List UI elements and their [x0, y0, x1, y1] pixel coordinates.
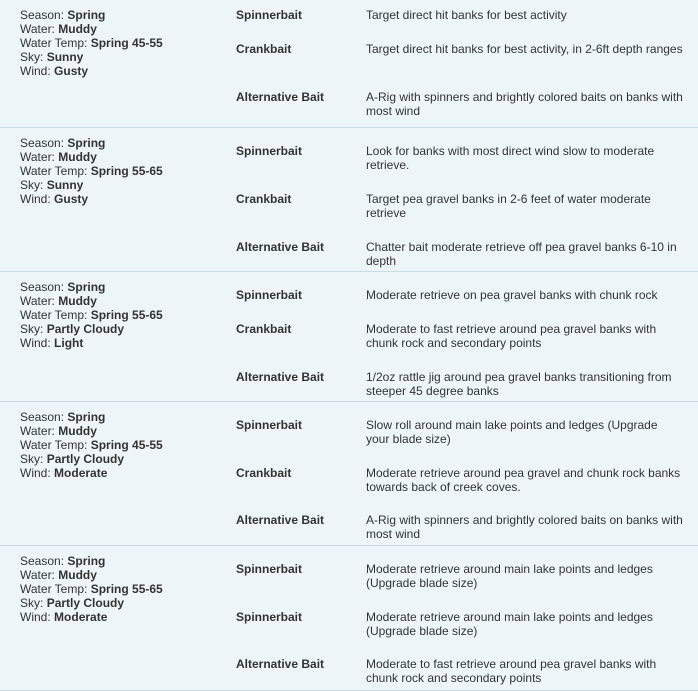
conditions-list: [20, 280, 163, 350]
condition-line: [20, 64, 163, 78]
condition-label: Wind:: [20, 192, 51, 206]
condition-line: [20, 438, 163, 452]
condition-value: Spring: [67, 8, 106, 22]
bait-description: 1/2oz rattle jig around pea gravel banks transitioning from steeper 45 degree banks: [366, 370, 672, 398]
condition-line: [20, 610, 163, 624]
condition-label: Water:: [20, 568, 55, 582]
condition-line: [20, 294, 163, 308]
condition-line: [20, 466, 163, 480]
condition-label: Wind:: [20, 64, 51, 78]
condition-line: [20, 36, 163, 50]
condition-value: Spring: [67, 280, 106, 294]
conditions-list: [20, 136, 163, 206]
bait-description: Moderate retrieve on pea gravel banks with chunk rock: [366, 288, 658, 302]
condition-label: Water:: [20, 150, 55, 164]
condition-value: Muddy: [58, 150, 97, 164]
condition-value: Muddy: [58, 568, 97, 582]
bait-description: Moderate to fast retrieve around pea gravel banks with chunk rock and secondary points: [366, 322, 657, 350]
condition-value: Spring 45-55: [90, 438, 163, 452]
condition-value: Spring: [67, 554, 106, 568]
conditions-list: [20, 554, 163, 624]
condition-value: Partly Cloudy: [46, 322, 125, 336]
condition-value: Spring: [67, 136, 106, 150]
bait-description: Look for banks with most direct wind slow to moderate retrieve.: [366, 144, 655, 172]
condition-line: [20, 322, 163, 336]
bait-name: Crankbait: [236, 42, 292, 56]
condition-value: Light: [54, 336, 84, 350]
bait-name: Spinnerbait: [236, 8, 303, 22]
conditions-list: [20, 410, 163, 480]
condition-value: Spring: [67, 410, 106, 424]
condition-label: Season:: [20, 554, 65, 568]
condition-label: Water Temp:: [20, 164, 88, 178]
condition-value: Moderate: [54, 610, 108, 624]
condition-value: Sunny: [46, 178, 84, 192]
bait-name: Spinnerbait: [236, 610, 303, 624]
bait-description: Slow roll around main lake points and ledges (Upgrade your blade size): [366, 418, 658, 446]
condition-line: [20, 308, 163, 322]
condition-line: [20, 336, 163, 350]
condition-label: Water Temp:: [20, 582, 88, 596]
conditions-list: [20, 8, 163, 78]
condition-group: [0, 128, 698, 272]
bait-description: A-Rig with spinners and brightly colored baits on banks with most wind: [366, 513, 683, 541]
condition-label: Season:: [20, 280, 65, 294]
condition-line: [20, 568, 163, 582]
condition-label: Water:: [20, 294, 55, 308]
bait-name: Alternative Bait: [236, 370, 325, 384]
condition-line: [20, 178, 163, 192]
condition-label: Wind:: [20, 466, 51, 480]
bait-description: Target direct hit banks for best activity, in 2-6ft depth ranges: [366, 42, 683, 56]
condition-label: Wind:: [20, 336, 51, 350]
condition-value: Spring 55-65: [90, 582, 163, 596]
condition-label: Water Temp:: [20, 438, 88, 452]
condition-value: Muddy: [58, 294, 97, 308]
condition-line: [20, 50, 163, 64]
bait-description: Moderate to fast retrieve around pea gravel banks with chunk rock and secondary points: [366, 657, 657, 685]
condition-value: Partly Cloudy: [46, 596, 125, 610]
condition-group: [0, 272, 698, 402]
condition-line: [20, 410, 163, 424]
condition-label: Season:: [20, 410, 65, 424]
bait-name: Crankbait: [236, 192, 292, 206]
condition-value: Moderate: [54, 466, 108, 480]
condition-value: Muddy: [58, 424, 97, 438]
condition-label: Wind:: [20, 610, 51, 624]
condition-line: [20, 150, 163, 164]
condition-line: [20, 280, 163, 294]
condition-label: Water:: [20, 22, 55, 36]
condition-line: [20, 424, 163, 438]
condition-label: Season:: [20, 8, 65, 22]
condition-label: Sky:: [20, 596, 44, 610]
condition-value: Spring 45-55: [90, 36, 163, 50]
bait-name: Spinnerbait: [236, 562, 303, 576]
condition-line: [20, 8, 163, 22]
condition-line: [20, 136, 163, 150]
bait-name: Spinnerbait: [236, 418, 303, 432]
condition-label: Sky:: [20, 50, 44, 64]
condition-group: [0, 0, 698, 128]
condition-line: [20, 192, 163, 206]
condition-line: [20, 554, 163, 568]
bait-description: Moderate retrieve around main lake points and ledges (Upgrade blade size): [366, 610, 653, 638]
condition-value: Gusty: [54, 64, 89, 78]
condition-label: Water:: [20, 424, 55, 438]
bait-name: Crankbait: [236, 322, 292, 336]
condition-group: [0, 546, 698, 691]
condition-value: Muddy: [58, 22, 97, 36]
bait-name: Alternative Bait: [236, 513, 325, 527]
bait-description: Target pea gravel banks in 2-6 feet of water moderate retrieve: [366, 192, 651, 220]
condition-line: [20, 164, 163, 178]
condition-line: [20, 22, 163, 36]
condition-line: [20, 596, 163, 610]
condition-label: Sky:: [20, 178, 44, 192]
condition-label: Sky:: [20, 322, 44, 336]
condition-value: Partly Cloudy: [46, 452, 125, 466]
condition-group: [0, 402, 698, 546]
bait-description: Moderate retrieve around main lake points and ledges (Upgrade blade size): [366, 562, 653, 590]
bait-name: Crankbait: [236, 466, 292, 480]
bait-name: Spinnerbait: [236, 288, 303, 302]
condition-label: Season:: [20, 136, 65, 150]
bait-name: Spinnerbait: [236, 144, 303, 158]
condition-label: Sky:: [20, 452, 44, 466]
bait-description: Moderate retrieve around pea gravel and chunk rock banks towards back of creek coves.: [366, 466, 681, 494]
bait-description: Chatter bait moderate retrieve off pea gravel banks 6-10 in depth: [366, 240, 677, 268]
condition-value: Gusty: [54, 192, 89, 206]
bait-name: Alternative Bait: [236, 657, 325, 671]
bait-description: Target direct hit banks for best activity: [366, 8, 567, 22]
condition-label: Water Temp:: [20, 36, 88, 50]
condition-value: Spring 55-65: [90, 164, 163, 178]
bait-description: A-Rig with spinners and brightly colored baits on banks with most wind: [366, 90, 683, 118]
condition-label: Water Temp:: [20, 308, 88, 322]
condition-value: Sunny: [46, 50, 84, 64]
bait-name: Alternative Bait: [236, 240, 325, 254]
condition-line: [20, 582, 163, 596]
bait-name: Alternative Bait: [236, 90, 325, 104]
condition-value: Spring 55-65: [90, 308, 163, 322]
condition-line: [20, 452, 163, 466]
